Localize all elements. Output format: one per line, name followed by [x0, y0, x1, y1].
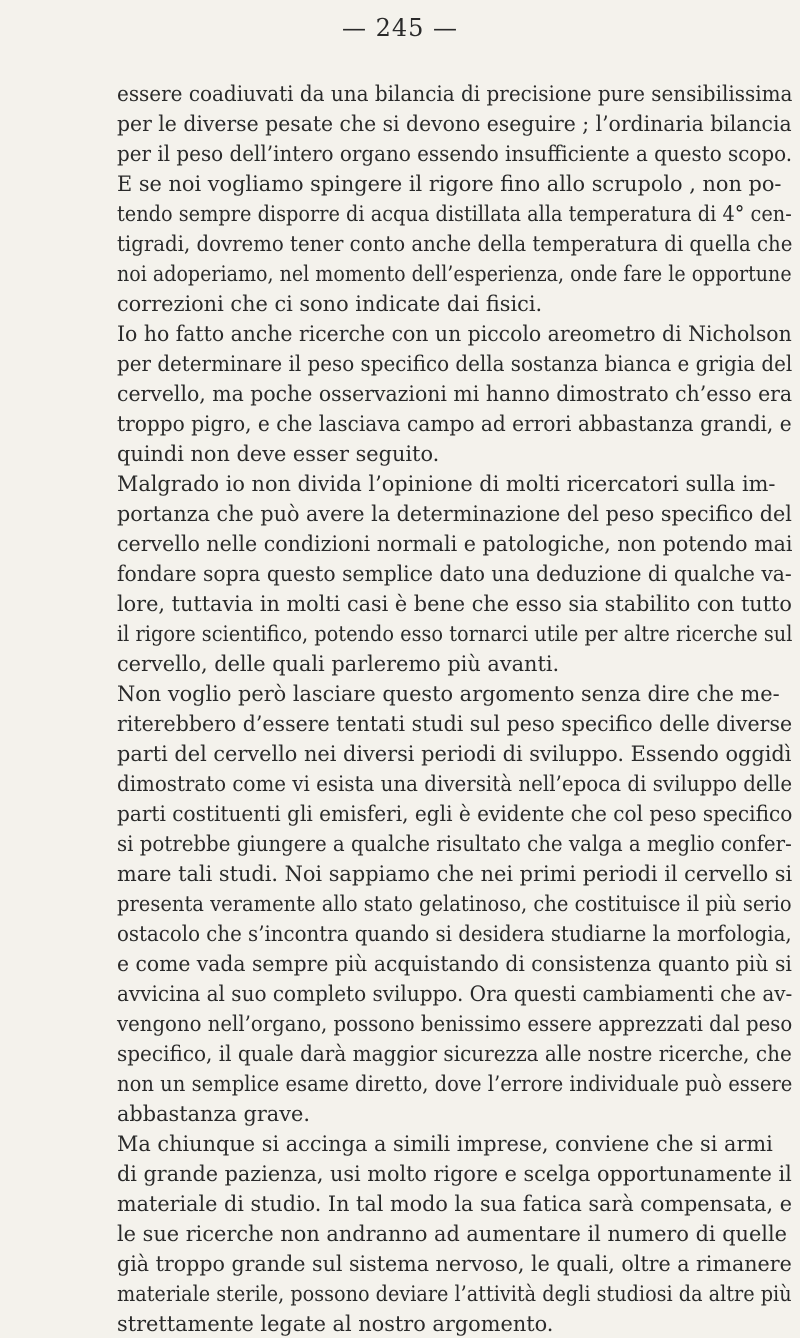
text-line: materiale di studio. In tal modo la sua fatica sarà compensata, e [117, 1192, 792, 1216]
text-line: parti costituenti gli emisferi, egli è evidente che col peso specifico [117, 802, 793, 826]
text-line: mare tali studi. Noi sappiamo che nei primi periodi il cervello si [117, 862, 793, 886]
text-line: parti del cervello nei diversi periodi di sviluppo. Essendo oggidì [117, 742, 792, 766]
text-line: le sue ricerche non andranno ad aumentare il numero di quelle [117, 1222, 787, 1246]
text-line: cervello, delle quali parleremo più avanti. [117, 652, 560, 676]
text-line: Malgrado io non divida l’opinione di molti ricercatori sulla im- [117, 472, 776, 496]
text-line: cervello, ma poche osservazioni mi hanno dimostrato ch’esso era [117, 382, 793, 406]
text-line: noi adoperiamo, nel momento dell’esperienza, onde fare le opportune [117, 262, 792, 286]
text-line: essere coadiuvati da una bilancia di precisione pure sensibilissima [117, 82, 793, 106]
text-line: non un semplice esame diretto, dove l’errore individuale può essere [117, 1072, 793, 1096]
text-line: cervello nelle condizioni normali e patologiche, non potendo mai [117, 532, 793, 556]
text-line: materiale sterile, possono deviare l’attività degli studiosi da altre più [117, 1282, 792, 1306]
text-line: presenta veramente allo stato gelatinoso, che costituisce il più serio [117, 892, 792, 916]
text-line: strettamente legate al nostro argomento. [117, 1312, 554, 1336]
text-line: per le diverse pesate che si devono eseguire ; l’ordinaria bilancia [117, 112, 792, 136]
text-line: fondare sopra questo semplice dato una deduzione di qualche va- [117, 562, 792, 586]
text-line: portanza che può avere la determinazione del peso specifico del [117, 502, 792, 526]
text-line: dimostrato come vi esista una diversità nell’epoca di sviluppo delle [117, 772, 793, 796]
text-line: avvicina al suo completo sviluppo. Ora questi cambiamenti che av- [117, 982, 793, 1006]
text-line: ostacolo che s’incontra quando si desidera studiarne la morfologia, [117, 922, 792, 946]
text-line: abbastanza grave. [117, 1102, 310, 1126]
text-line: Io ho fatto anche ricerche con un piccolo areometro di Nicholson [117, 322, 792, 346]
text-line: già troppo grande sul sistema nervoso, le quali, oltre a rimanere [117, 1252, 792, 1276]
text-line: E se noi vogliamo spingere il rigore fino allo scrupolo , non po- [117, 172, 782, 196]
text-line: quindi non deve esser seguito. [117, 442, 440, 466]
text-line: Ma chiunque si accinga a simili imprese, conviene che si armi [117, 1132, 773, 1156]
text-line: tigradi, dovremo tener conto anche della temperatura di quella che [117, 232, 793, 256]
text-line: il rigore scientifico, potendo esso tornarci utile per altre ricerche sul [117, 622, 793, 646]
page-number: — 245 — [341, 14, 459, 42]
text-line: riterebbero d’essere tentati studi sul peso specifico delle diverse [117, 712, 793, 736]
text-line: specifico, il quale darà maggior sicurezza alle nostre ricerche, che [117, 1042, 792, 1066]
text-line: per il peso dell’intero organo essendo insufficiente a questo scopo. [117, 142, 793, 166]
text-line: troppo pigro, e che lasciava campo ad errori abbastanza grandi, e [117, 412, 792, 436]
text-line: Non voglio però lasciare questo argomento senza dire che me- [117, 682, 780, 706]
text-line: e come vada sempre più acquistando di consistenza quanto più si [117, 952, 792, 976]
text-line: si potrebbe giungere a qualche risultato che valga a meglio confer- [117, 832, 792, 856]
text-line: tendo sempre disporre di acqua distillata alla temperatura di 4° cen- [117, 202, 792, 226]
text-line: vengono nell’organo, possono benissimo essere apprezzati dal peso [117, 1012, 793, 1036]
text-line: correzioni che ci sono indicate dai fisici. [117, 292, 543, 316]
text-line: lore, tuttavia in molti casi è bene che esso sia stabilito con tutto [117, 592, 792, 616]
text-line: per determinare il peso specifico della sostanza bianca e grigia del [117, 352, 793, 376]
text-line: di grande pazienza, usi molto rigore e scelga opportunamente il [117, 1162, 792, 1186]
